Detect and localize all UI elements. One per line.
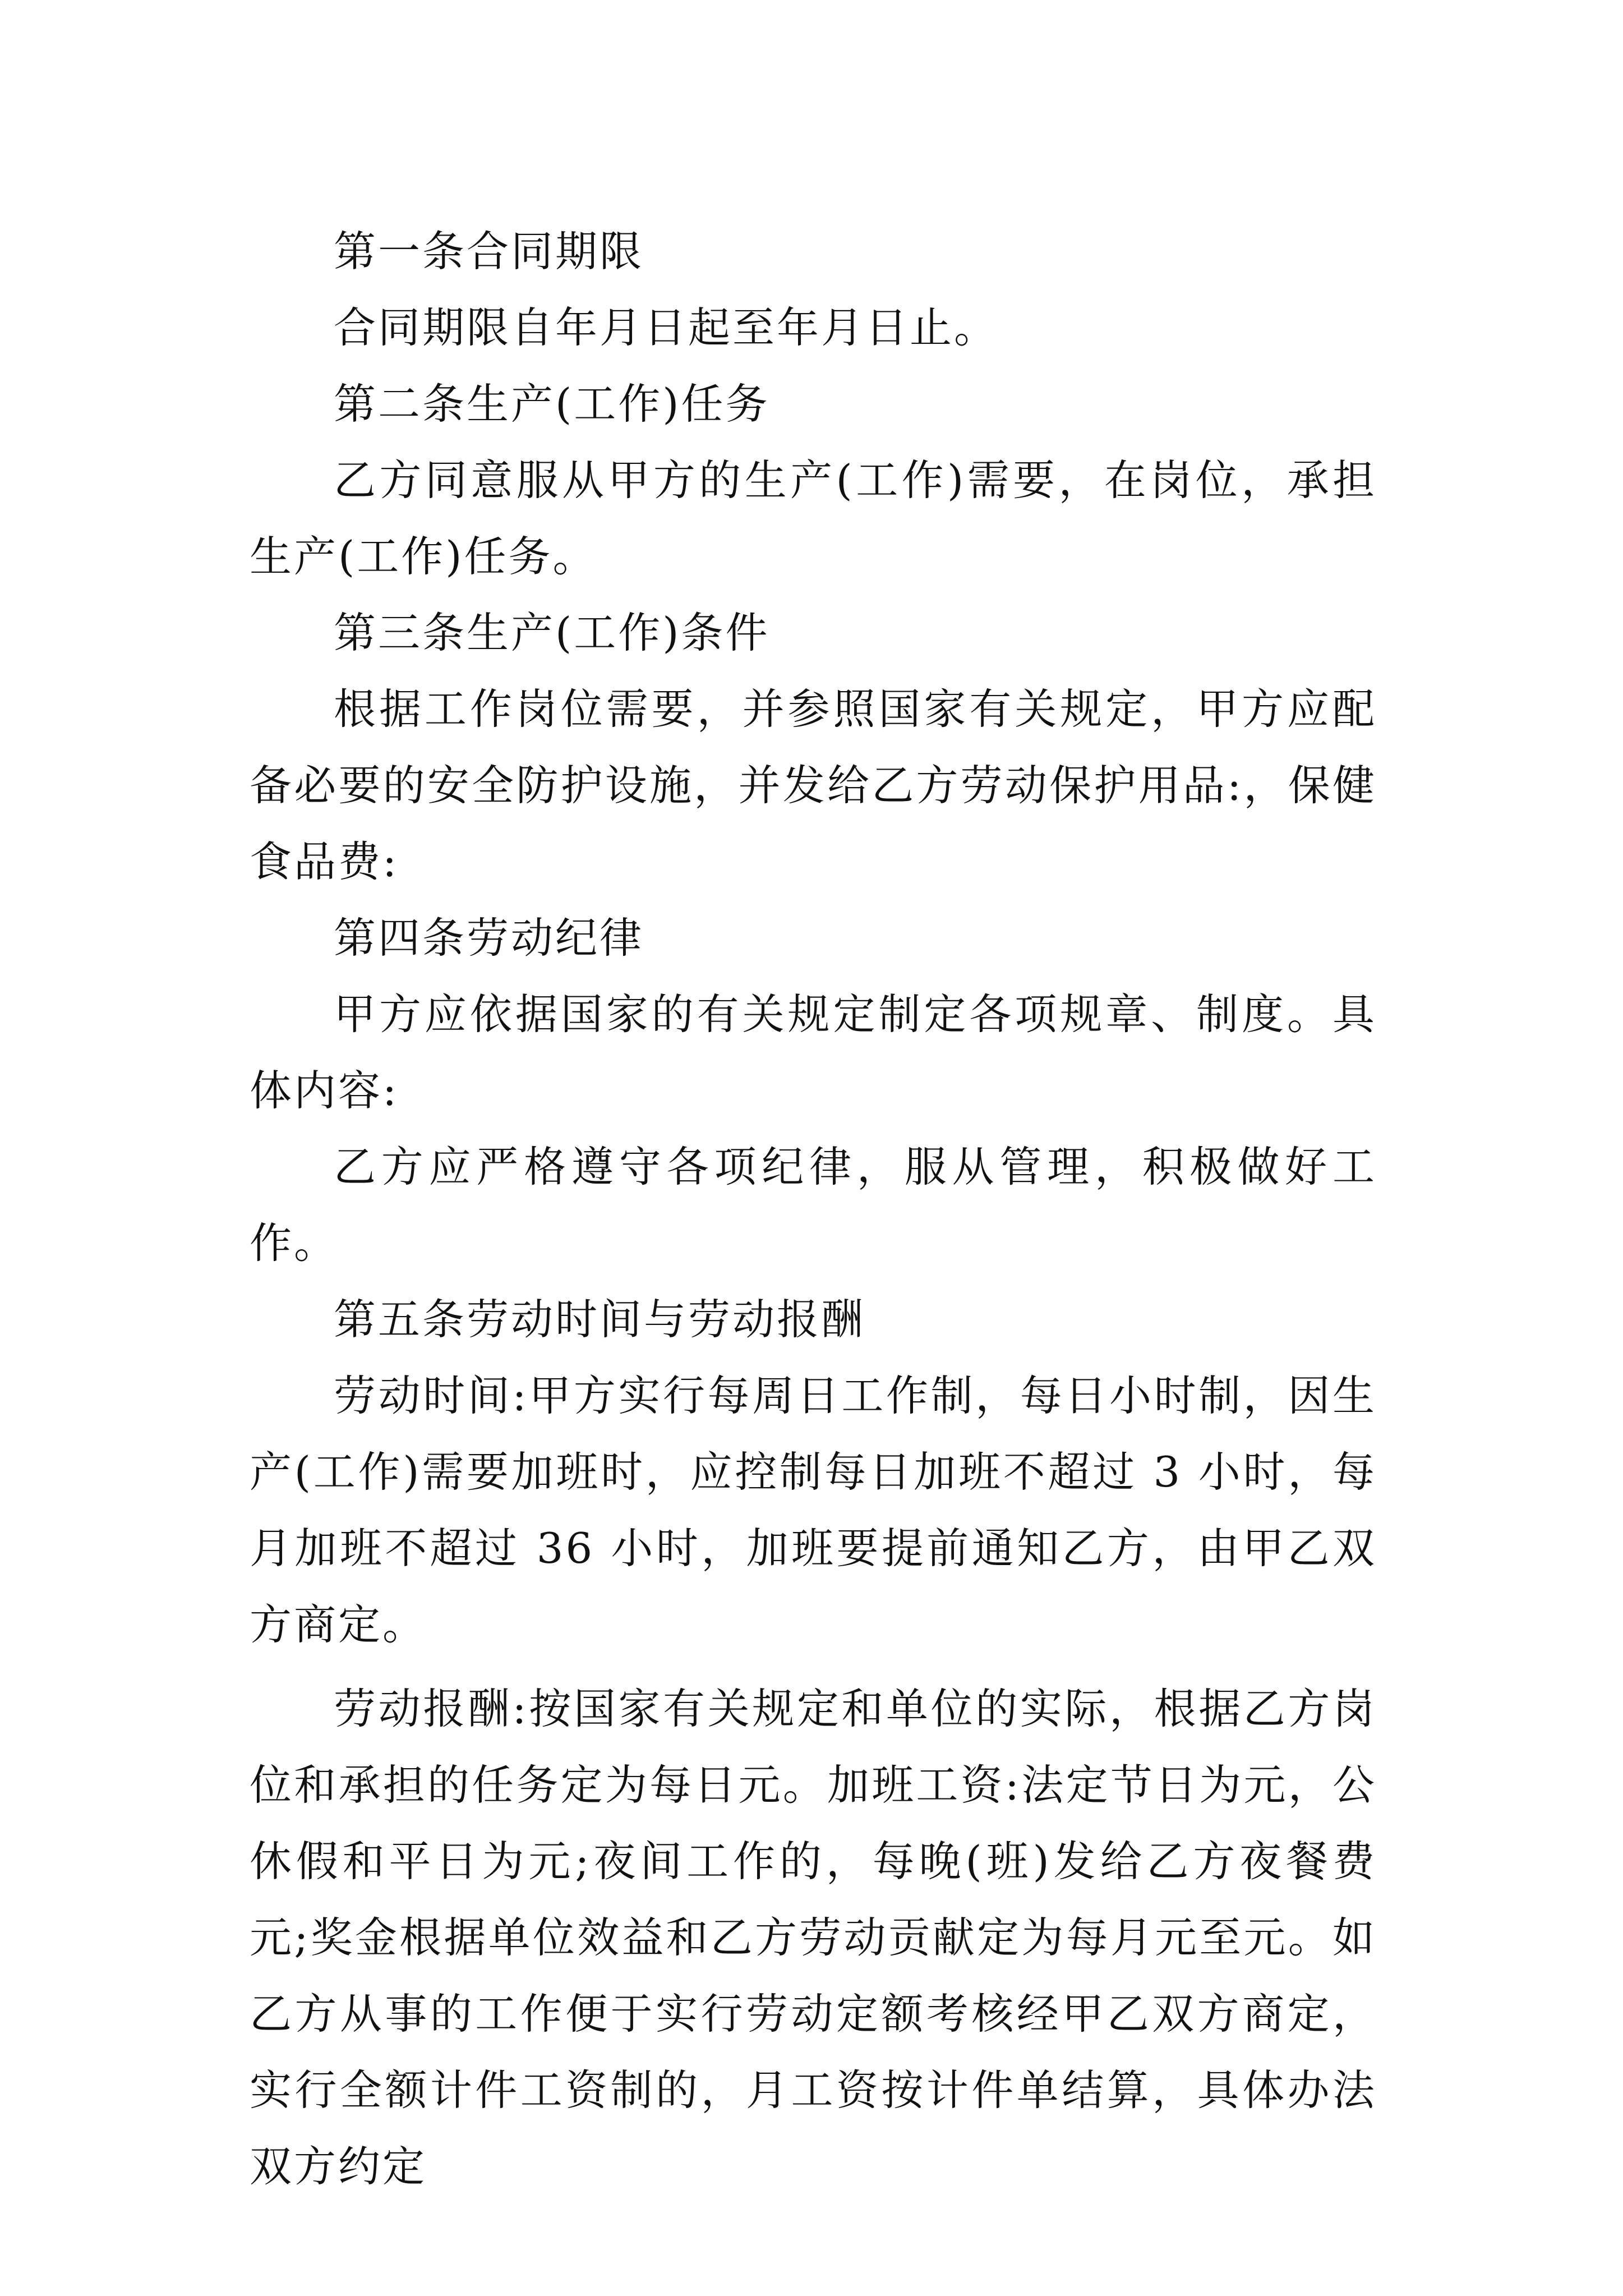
article-1-text: 合同期限自年月日起至年月日止。: [334, 303, 999, 352]
article-4-heading: 第四条劳动纪律: [334, 913, 644, 963]
article-5-heading: 第五条劳动时间与劳动报酬: [334, 1295, 866, 1344]
article-4-text: 甲方应依据国家的有关规定制定各项规章、制度。具体内容:: [250, 990, 1377, 1115]
article-2-heading: 第二条生产(工作)任务: [334, 379, 770, 429]
article-4-text-2: 乙方应严格遵守各项纪律，服从管理，积极做好工作。: [250, 1142, 1377, 1268]
article-3-text: 根据工作岗位需要，并参照国家有关规定，甲方应配备必要的安全防护设施，并发给乙方劳动保护用品:，保健食品费:: [250, 684, 1377, 886]
article-5-working-hours: 劳动时间:甲方实行每周日工作制，每日小时制，因生产(工作)需要加班时，应控制每日加班不超过 3 小时，每月加班不超过 36 小时，加班要提前通知乙方，由甲乙双方商定。: [250, 1371, 1377, 1649]
article-1-heading: 第一条合同期限: [334, 227, 644, 276]
document-body: [250, 213, 1377, 2205]
article-2-text: 乙方同意服从甲方的生产(工作)需要，在岗位，承担生产(工作)任务。: [250, 455, 1377, 581]
article-3-heading: 第三条生产(工作)条件: [334, 608, 770, 657]
article-5-remuneration: 劳动报酬:按国家有关规定和单位的实际，根据乙方岗位和承担的任务定为每日元。加班工资:法定节日为元，公休假和平日为元;夜间工作的，每晚(班)发给乙方夜餐费元;奖金根据单位效益和乙方劳动贡献定为每月元至元。如乙方从事的工作便于实行劳动定额考核经甲乙双方商定，实行全额计件工资制的，月工资按计件单结算，具体办法双方约定: [250, 1684, 1377, 2191]
